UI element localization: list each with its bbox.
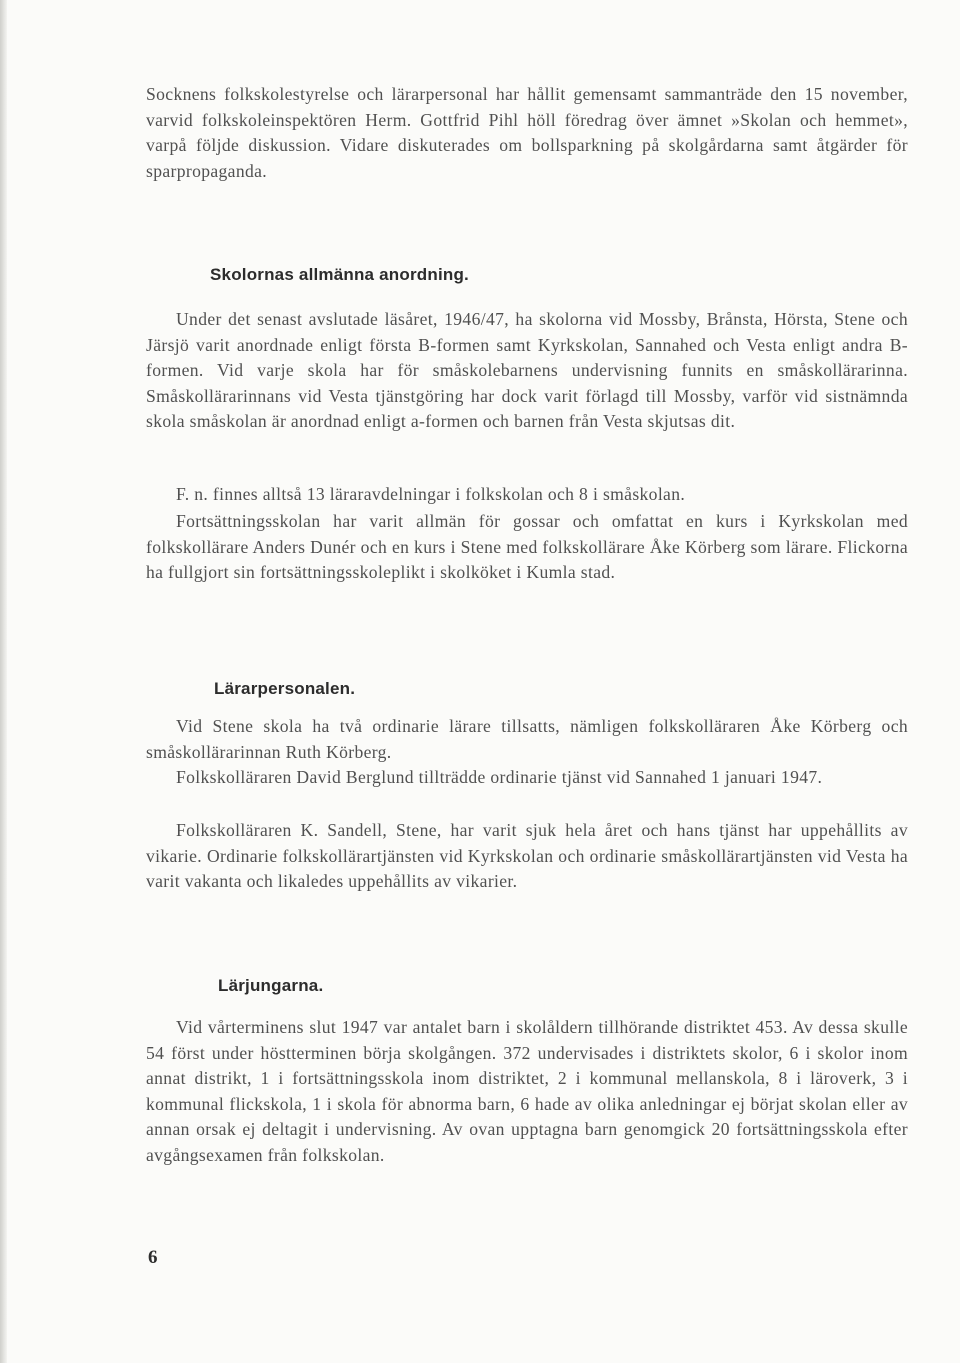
lararpersonalen-paragraph-1: Vid Stene skola ha två ordinarie lärare tillsatts, nämligen folkskolläraren Åke Körberg och småskollärarinnan Ruth Körberg. — [146, 716, 908, 762]
page-number: 6 — [148, 1247, 158, 1268]
lararpersonalen-paragraph-2: Folkskolläraren David Berglund tillträdde ordinarie tjänst vid Sannahed 1 januari 1947. — [176, 767, 823, 787]
skolornas-paragraph-3: Fortsättningsskolan har varit allmän för gossar och omfattat en kurs i Kyrkskolan med folkskollärare Anders Dunér och en kurs i Stene med folkskollärare Åke Körberg som lärare. Flickorna ha fullgjort sin fortsättningsskoleplikt i skolköket i Kumla stad. — [146, 511, 908, 582]
skolornas-paragraph-1: Under det senast avslutade läsåret, 1946/47, ha skolorna vid Mossby, Brånsta, Hörsta, Stene och Järsjö varit anordnade enligt första B-formen samt Kyrkskolan, Sannahed och Vesta enligt andra B-formen. Vid varje skola har för småskolebarnens undervisning funnits en småskollärarinna. Småskollärarinnans vid Vesta tjänstgöring har dock varit förlagd till Mossby, varför vid sistnämnda skola småskolan är anordnad enligt a-formen och barnen från Vesta skjutsas dit. — [146, 309, 908, 431]
heading-skolornas-allmanna-anordning: Skolornas allmänna anordning. — [210, 265, 469, 284]
larjungarna-paragraph-1: Vid vårterminens slut 1947 var antalet barn i skolåldern tillhörande distriktet 453. Av dessa skulle 54 först under höstterminen börja skolgången. 372 undervisades i distriktets skolor, 6 i skolor inom annat distrikt, 1 i fortsättningsskola inom distriktet, 2 i kommunal mellanskola, 8 i läroverk, 3 i kommunal flickskola, 1 i skola för abnorma barn, 6 hade av olika anledningar ej börjat skolan eller av annan orsak ej deltagit i undervisning. Av ovan upptagna barn genomgick 20 fortsättningsskola efter avgångsexamen från folkskolan. — [146, 1017, 908, 1165]
lararpersonalen-paragraph-3: Folkskolläraren K. Sandell, Stene, har varit sjuk hela året och hans tjänst har uppehållits av vikarie. Ordinarie folkskollärartjänsten vid Kyrkskolan och ordinarie småskollärartjänsten vid Vesta ha varit vakanta och likaledes uppehållits av vikarier. — [146, 820, 908, 891]
skolornas-paragraph-2: F. n. finnes alltså 13 läraravdelningar i folkskolan och 8 i småskolan. — [176, 484, 686, 504]
intro-paragraph: Socknens folkskolestyrelse och lärarpersonal har hållit gemensamt sammanträde den 15 november, varvid folkskoleinspektören Herm. Gottfrid Pihl höll föredrag över ämnet »Skolan och hemmet», varpå följde diskussion. Vidare diskuterades om bollsparkning på skolgårdarna samt åtgärder för sparpropaganda. — [146, 84, 908, 181]
heading-lararpersonalen: Lärarpersonalen. — [214, 679, 356, 698]
heading-larjungarna: Lärjungarna. — [218, 976, 324, 995]
